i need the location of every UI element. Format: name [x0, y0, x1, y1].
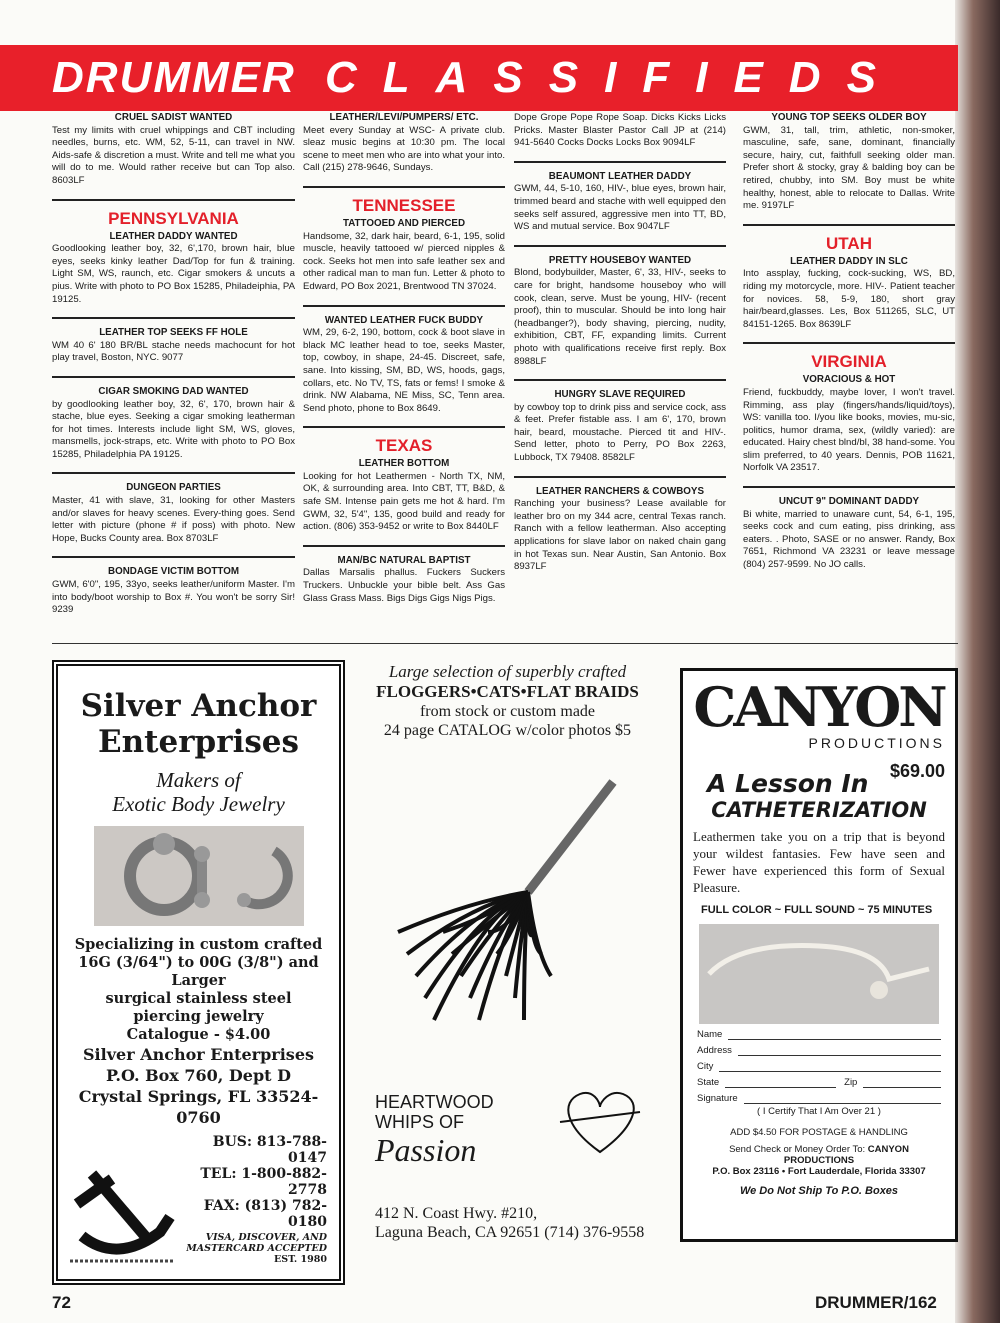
ad-title: BEAUMONT LEATHER DADDY — [548, 170, 692, 182]
state-heading: UTAH — [826, 233, 872, 253]
description: Leathermen take you on a trip that is beyond your wildest fantasies. Few have seen and Fewer have experienced this form of Sexual Pleasure. — [693, 829, 945, 895]
send-to: Send Check or Money Order To: CANYON PRODUCTIONS — [729, 1144, 909, 1166]
classified-ad — [514, 486, 726, 574]
classified-ad — [52, 231, 295, 307]
classified-ad — [52, 566, 295, 616]
canyon-logo: CANYON — [693, 675, 945, 739]
divider — [514, 161, 726, 163]
ad-title: LEATHER DADDY IN SLC — [790, 255, 908, 267]
price: $69.00 — [889, 761, 945, 781]
ad-line: 16G (3/64") to 00G (3/8") and Larger — [78, 954, 319, 989]
ad-line: piercing jewelry — [133, 1008, 264, 1025]
ad-body: Master, 41 with slave, 31, looking for other Masters and/or slaves for heavy scenes. Every-thing goes. Send letter with picture (phone # if poss) with photo. New Hope, Bucks County area. Box 8703LF — [52, 495, 295, 544]
ad-title: Silver Anchor Enterprises — [80, 688, 317, 760]
phone-list: BUS: 813-788-0147 TEL: 1-800-882-2778 FAX: (813) 782-0180 VISA, DISCOVER, AND MASTERCARD ACCEPTED EST. 1980 — [186, 1134, 327, 1265]
ad-body: GWM, 6'0", 195, 33yo, seeks leather/uniform Master. I'm into body/boot worship to Box #. You won't be sorry Sir! 9239 — [52, 579, 295, 616]
ad-title: LEATHER RANCHERS & COWBOYS — [535, 485, 704, 497]
column-1 — [52, 112, 295, 617]
classified-ad — [52, 112, 295, 188]
address-line: P.O. Box 760, Dept D — [105, 1066, 291, 1085]
page-edge — [955, 0, 1000, 1323]
jewelry-photo — [94, 826, 304, 926]
address-line: Silver Anchor Enterprises — [83, 1045, 314, 1064]
ad-line: FLOGGERS•CATS•FLAT BRAIDS — [376, 682, 639, 701]
ad-body: Ranching your business? Lease available for leather bro on my 344 acre, central Texas ranch. Ranch with a fellow leatherman. Also accepting applications for slave labor on naked chain gang in hot Texas sun. Near Austin, San Antonio. Box 8937LF — [514, 498, 726, 573]
ad-title: CRUEL SADIST WANTED — [114, 112, 233, 123]
ad-body: GWM, 44, 5-10, 160, HIV-, blue eyes, brown hair, trimmed beard and stache with well equipped den seeks self assured, aggressive men into TT, BD, WS and mutual service. Box 9047LF — [514, 183, 726, 233]
ad-title: LEATHER BOTTOM — [358, 458, 450, 470]
shipping-notice: We Do Not Ship To P.O. Boxes — [739, 1185, 899, 1197]
ad-title: LEATHER/LEVI/PUMPERS/ ETC. — [329, 112, 479, 123]
column-4 — [743, 112, 955, 572]
ad-title: WANTED LEATHER FUCK BUDDY — [324, 314, 484, 326]
issue-label: DRUMMER/162 — [815, 1293, 937, 1312]
classified-ad — [303, 112, 505, 175]
classified-ad — [303, 555, 505, 605]
ad-body: WM, 29, 6-2, 190, bottom, cock & boot slave in black MC leather head to toe, seeks Master, top, cowboy, in shape, 24-45. Discreet, safe, sane. Into kissing, SM, BD, WS, hoods, gags, collars, etc. No TV, TS, fats or fems! I smoke & drink. NW Alabama, NE Miss, SC, Tenn area. Send photo, phone to Box 8649. — [303, 327, 505, 414]
ad-body: Goodlooking leather boy, 32, 6',170, brown hair, blue eyes, seeks kinky leather Dad/Top for fun & training. Light SM, WS, raunch, etc. Cigar smokers & uncuts a pius. Write with photo to PO Box 15285, Philadeiphia, PA 19125. — [52, 243, 295, 305]
city-field[interactable]: City — [697, 1061, 941, 1072]
header-banner — [0, 45, 958, 111]
productions-label: PRODUCTIONS — [808, 735, 945, 751]
ad-title: PRETTY HOUSEBOY WANTED — [548, 254, 692, 266]
ad-line: surgical stainless steel — [105, 990, 292, 1007]
page-number: 72 — [52, 1293, 71, 1312]
divider — [743, 342, 955, 344]
divider — [303, 426, 505, 428]
ad-body: Meet every Sunday at WSC- A private club. sleaz music begins at 10:30 pm. The local scene to meet men who are into what your into. Call (215) 278-9646, Sundays. — [303, 124, 505, 174]
section-divider — [52, 643, 958, 644]
classified-ad — [743, 112, 955, 213]
ad-title: DUNGEON PARTIES — [126, 482, 221, 494]
divider — [303, 305, 505, 307]
features: FULL COLOR ~ FULL SOUND ~ 75 MINUTES — [701, 904, 933, 916]
state-heading: TEXAS — [375, 436, 433, 456]
anchor-icon — [62, 1164, 177, 1269]
divider — [52, 556, 295, 558]
ad-line: from stock or custom made — [419, 703, 596, 720]
heartwood-logo: HEARTWOOD WHIPS OF Passion — [375, 1092, 494, 1168]
ad-title: MAN/BC NATURAL BAPTIST — [337, 554, 471, 566]
classified-ad — [303, 218, 505, 294]
divider — [303, 186, 505, 188]
address-field[interactable]: Address — [697, 1045, 941, 1056]
ad-body: Dope Grope Pope Rope Soap. Dicks Kicks Licks Pricks. Master Blaster Pastor Call JP at (214) 941-5640 Cocks Docks Locks Box 9094LF — [514, 112, 726, 149]
whip-handle — [528, 782, 613, 892]
ad-title: LEATHER DADDY WANTED — [109, 230, 238, 242]
ad-body: Dallas Marsalis phallus. Fuckers Suckers Truckers. Unbuckle your bible belt. Ass Gas Glass Grass Mass. Bigs Digs Gigs Nigs Pigs. — [303, 567, 505, 604]
tagline: Makers of Exotic Body Jewelry — [112, 768, 285, 816]
ad-body: GWM, 31, tall, trim, athletic, non-smoker, masculine, safe, sane, dominant, financially secure, hairy, cut, faithfull seeking older man. Prefer short & stocky, gray & balding boy can be retired, chubby, into SM. Boy must be white healthy, honest, able to relocate to Dallas. Write me. 9197LF — [743, 124, 955, 212]
ad-title: HUNGRY SLAVE REQUIRED — [554, 389, 686, 401]
ad-line: 24 page CATALOG w/color photos $5 — [383, 722, 632, 739]
ad-body: by goodlooking leather boy, 32, 6', 170, brown hair & stache, blue eyes. Seeking a cigar smoking leatherman for hot times. Interests include light SM, WS, gloves, mansmells, jock-straps, etc. Write with photo to PO Box 15285, Philadelphia PA 19125. — [52, 398, 295, 460]
product-photo — [699, 924, 939, 1024]
ad-title: YOUNG TOP SEEKS OLDER BOY — [771, 112, 927, 123]
divider — [514, 379, 726, 381]
canyon-productions-ad — [680, 668, 958, 1242]
ad-body: by cowboy top to drink piss and service cock, ass & feet. Prefer fistable ass. I am 6', 170, brown hair, beard, moustache. Pierced tit and HIV-. Send letter, photo to Perry, PO Box 2263, Lubbock, TX 79408. 8582LF — [514, 401, 726, 464]
signature-field[interactable]: Signature — [697, 1093, 941, 1104]
ad-title: CIGAR SMOKING DAD WANTED — [98, 385, 249, 397]
ad-title: LEATHER TOP SEEKS FF HOLE — [99, 327, 248, 339]
mail-address: P.O. Box 23116 • Fort Lauderdale, Florida 33307 — [712, 1166, 926, 1177]
classified-ad — [514, 112, 726, 150]
ad-body: Test my limits with cruel whippings and CBT including needles, burns, etc. WM, 52, 5-11, can travel in NW. Aids-safe & discretion a must. Write and tell me what you will do to me. Would rather receive but can Top also. 8603LF — [52, 124, 295, 186]
address: 412 N. Coast Hwy. #210, Laguna Beach, CA 92651 (714) 376-9558 — [375, 1205, 645, 1241]
ad-title: BONDAGE VICTIM BOTTOM — [108, 566, 239, 578]
divider — [303, 545, 505, 547]
classified-ad — [303, 458, 505, 534]
column-3 — [514, 112, 726, 574]
divider — [52, 376, 295, 378]
divider — [52, 317, 295, 319]
divider — [52, 199, 295, 201]
ad-title: VORACIOUS & HOT — [802, 374, 896, 386]
lesson-row — [693, 761, 945, 798]
classified-ad — [52, 386, 295, 462]
state-heading: TENNESSEE — [352, 195, 456, 215]
ad-line: Catalogue - $4.00 — [126, 1026, 271, 1043]
lesson-title: A Lesson In — [707, 769, 869, 798]
address-line: Crystal Springs, FL 33524-0760 — [78, 1087, 319, 1127]
flogger-illustration — [378, 752, 638, 1052]
topic-title: CATHETERIZATION — [711, 798, 927, 822]
classified-ad — [303, 315, 505, 416]
ad-body: Blond, bodybuilder, Master, 6', 33, HIV-, seeks to care for bright, handsome houseboy who will cook, clean, serve. Must be young, HIV- (recent proof), thin to muscular. Should be into long hair (headbanger?), body shaving, piercing, nudity, exhibition, CBT, FF, expanding limits. Current photo with qualifications receive first reply. Box 8988LF — [514, 267, 726, 367]
ad-body: Handsome, 32, dark hair, beard, 6-1, 195, solid muscle, heavily tattooed w/ pierced nipples & cock. Seeks hot men into safe leather sex and other radical man to man fun. Letter & photo to Edward, PO Box 2021, Brentwood TN 37024. — [303, 230, 505, 292]
ad-body: Into assplay, fucking, cock-sucking, WS, BD, riding my motorcycle, more. HIV-. Patient teacher for novices. 58, 5-9, 180, short gray hair/beard,glasses. Les, Box 511265, SLC, UT 84151-1265. Box 8639LF — [743, 268, 955, 330]
ad-body: Bi white, married to unaware cunt, 54, 6-1, 195, seeks cock and cum eating, piss drinking, ass eaters. . Photo, SASE or no answer. Randy, Box 7651, Richmond VA 23231 or leave message (804) 257-9599. No JO calls. — [743, 508, 955, 571]
ad-body: Friend, fuckbuddy, maybe lover, I won't travel. Rimming, ass play (fingers/hands/liquid/toys), WS: vanilla too. I/you like books, movies, mu-sic, politics, humor drama, sex, (wildly varied): are educated. Hairy chest blnd/bl, 38 hand-some. You slim preferred, to 40 years. Dennis, POB 11621, Norfolk VA 23517. — [743, 386, 955, 474]
age-certification: ( I Certify That I Am Over 21 ) — [757, 1106, 881, 1117]
divider — [743, 486, 955, 488]
classified-ad — [514, 255, 726, 368]
divider — [514, 245, 726, 247]
postage-note: ADD $4.50 FOR POSTAGE & HANDLING — [730, 1127, 908, 1138]
divider — [743, 224, 955, 226]
classified-ad — [52, 327, 295, 365]
classified-ad — [743, 374, 955, 475]
ad-title: UNCUT 9" DOMINANT DADDY — [778, 496, 920, 508]
name-field[interactable]: Name — [697, 1029, 941, 1040]
classified-ad — [743, 496, 955, 572]
classified-ad — [514, 389, 726, 465]
heartwood-whips-ad — [355, 662, 660, 1252]
ad-body: Looking for hot Leathermen - North TX, NM, OK, & surrounding area. Into CBT, TT, B&D, & safe SM. Intense pain gets me hot & hard. I'm GWM, 32, 5'4", 135, good build and ready for action. (806) 353-9452 or write to Box 8440LF — [303, 470, 505, 533]
divider — [514, 476, 726, 478]
classified-ad — [52, 482, 295, 545]
ad-title: TATTOOED AND PIERCED — [342, 217, 466, 229]
magazine-brand: DRUMMER — [52, 53, 296, 102]
classified-ad — [743, 256, 955, 332]
state-zip-field[interactable]: State Zip — [697, 1077, 941, 1088]
section-title: CLASSIFIEDS — [325, 53, 902, 102]
classified-ad — [514, 171, 726, 234]
heart-icon — [555, 1082, 645, 1162]
silver-anchor-ad — [52, 660, 345, 1285]
ad-line: Large selection of superbly crafted — [388, 662, 627, 681]
state-heading: VIRGINIA — [811, 352, 887, 372]
state-heading: PENNSYLVANIA — [108, 208, 239, 228]
ad-body: WM 40 6' 180 BR/BL stache needs machocunt for hot play travel, Boston, NYC. 9077 — [52, 339, 295, 364]
column-2 — [303, 112, 505, 605]
divider — [52, 472, 295, 474]
ad-line: Specializing in custom crafted — [74, 936, 323, 953]
